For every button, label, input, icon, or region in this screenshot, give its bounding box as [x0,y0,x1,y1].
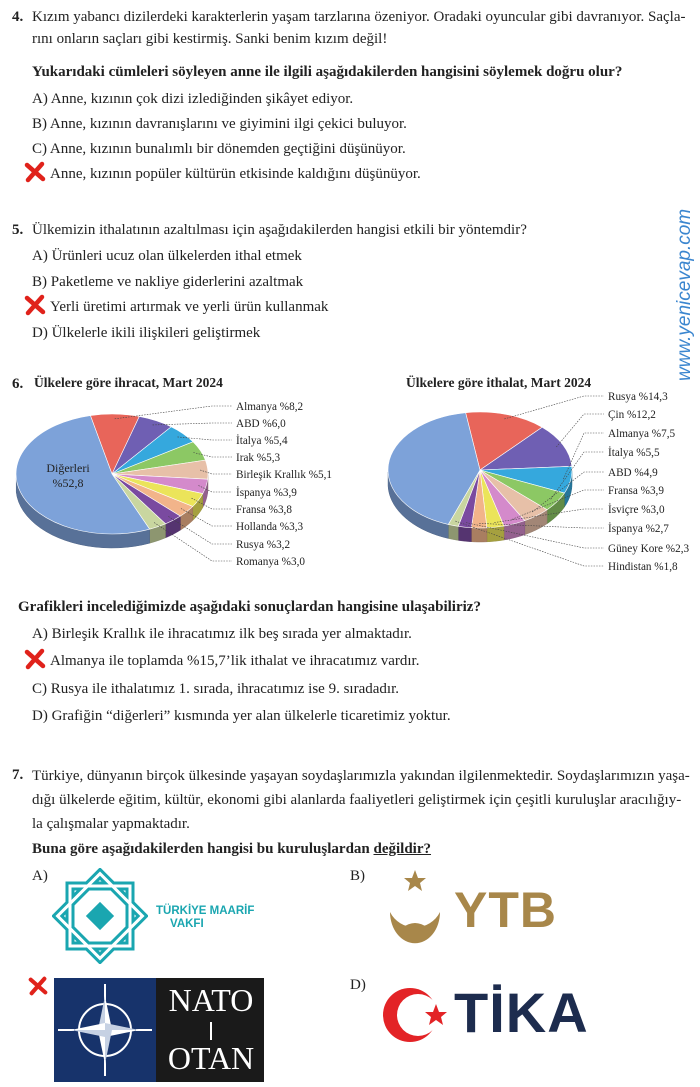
pie-slice-side [471,528,487,542]
crescent-star-icon [380,982,450,1048]
q4-option-c[interactable]: C) Anne, kızının bunalımlı bir dönemden geçtiğini düşünüyor. [32,139,406,159]
q6-prompt: Grafikleri incelediğimizde aşağıdaki sonuçlardan hangisine ulaşabiliriz? [18,596,481,618]
option-c-nato-logo[interactable] [54,978,264,1082]
q7-stem-line1: Türkiye, dünyanın birçok ülkesinde yaşayan soydaşlarımızla yakından ilgilenmektedir. Soydaşlarımızın yaşa- [32,764,697,788]
answer-x-icon [28,976,48,996]
maarif-emblem-icon [52,868,148,964]
pie-inner-label-name: Diğerleri [46,461,90,475]
import-chart-title: Ülkelere göre ithalat, Mart 2024 [406,375,591,391]
q6-option-c[interactable]: C) Rusya ile ithalatımız 1. sırada, ihracatımız ise 9. sıradadır. [32,679,399,699]
watermark-text: www.yenicevap.com [674,209,695,381]
q4-option-d[interactable]: Anne, kızının popüler kültürün etkisinde kaldığını düşünüyor. [50,164,421,184]
q6-number: 6. [12,376,23,392]
q5-number: 5. [12,222,23,238]
ytb-emblem-icon [380,868,450,948]
q4-prompt: Yukarıdaki cümleleri söyleyen anne ile ilgili aşağıdakilerden hangisini söylemek doğru olur? [32,61,622,83]
pie-label: İtalya %5,5 [608,447,660,459]
import-pie-chart [350,390,700,590]
q7-stem [32,764,697,836]
q7-option-a-label[interactable]: A) [32,866,48,886]
nato-logo-text: NATO [158,982,264,1018]
ytb-logo-text: YTB [454,884,557,936]
pie-slice-side [448,524,458,540]
pie-label: Irak %5,3 [236,452,281,464]
q4-number: 4. [12,6,23,28]
pie-label: Fransa %3,8 [236,504,292,516]
pie-label: ABD %4,9 [608,467,658,479]
q5-option-b[interactable]: B) Paketleme ve nakliye giderlerini azaltmak [32,272,303,292]
maarif-logo-line1: TÜRKİYE MAARİF [156,905,254,918]
nato-panel [54,978,156,1082]
pie-label: Romanya %3,0 [236,556,305,568]
nato-divider [210,1022,212,1040]
q7-stem-line2: dığı ülkelerde eğitim, kültür, ekonomi gibi alanlarda faaliyetleri geliştirmek için çeşitli kuruluşlar aracılığıy- [32,788,697,812]
pie-label: Almanya %7,5 [608,428,676,440]
otan-logo-text: OTAN [158,1040,264,1076]
pie-label: İspanya %2,7 [608,523,669,535]
answer-x-icon [24,294,46,316]
leader-line [504,396,604,419]
watermark [660,145,700,385]
pie-label: ABD %6,0 [236,418,286,430]
q4-stem-line1: Kızım yabancı dizilerdeki karakterlerin yaşam tarzlarına özeniyor. Oradaki oyuncular gibi davranıyor. Saçla- [32,6,692,28]
q4-stem-line2: rını onların saçları gibi kestirmiş. Sanki benim kızım değil! [32,28,692,50]
q7-prompt-text: Buna göre aşağıdakilerden hangisi bu kuruluşlardan [32,841,374,857]
q7-option-d-label[interactable]: D) [350,975,366,995]
pie-label: Hollanda %3,3 [236,521,304,533]
tika-logo-text: TİKA [454,982,589,1044]
q5-option-c[interactable]: Yerli üretimi artırmak ve yerli ürün kullanmak [50,297,328,317]
nato-compass-icon [54,978,156,1082]
q6-option-d[interactable]: D) Grafiğin “diğerleri” kısmında yer alan ülkelerle ticaretimiz yoktur. [32,706,451,726]
answer-x-icon [24,161,46,183]
pie-label: Güney Kore %2,3 [608,543,689,555]
export-chart-title: Ülkelere göre ihracat, Mart 2024 [34,375,223,391]
pie-label: Almanya %8,2 [236,401,303,413]
q7-prompt-emphasis: değildir? [374,841,432,857]
q7-prompt [32,838,431,860]
q7-option-b-label[interactable]: B) [350,866,365,886]
pie-label: Birleşik Krallık %5,1 [236,469,332,481]
q7-stem-line3: la çalışmalar yapmaktadır. [32,812,697,836]
pie-slice-side [487,526,504,542]
pie-label: İsviçre %3,0 [608,504,665,516]
maarif-logo-line2: VAKFI [170,918,204,931]
pie-label: Çin %12,2 [608,409,656,421]
q5-stem: Ülkemizin ithalatının azaltılması için aşağıdakilerden hangisi etkili bir yöntemdir? [32,219,527,241]
q6-option-b[interactable]: Almanya ile toplamda %15,7’lik ithalat ve ihracatımız vardır. [50,651,419,671]
q6-option-a[interactable]: A) Birleşik Krallık ile ihracatımız ilk beş sırada yer almaktadır. [32,624,412,644]
q5-option-d[interactable]: D) Ülkelerle ikili ilişkileri geliştirmek [32,323,260,343]
option-d-tika-logo[interactable] [380,982,610,1048]
pie-inner-label-value: %52,8 [53,476,84,490]
q4-option-b[interactable]: B) Anne, kızının davranışlarını ve giyimini ilgi çekici buluyor. [32,114,407,134]
pie-label: Fransa %3,9 [608,485,664,497]
q4-stem [32,6,692,50]
pie-label: Hindistan %1,8 [608,561,678,573]
option-b-ytb-logo[interactable] [380,868,580,948]
pie-label: İtalya %5,4 [236,435,288,447]
pie-label: İspanya %3,9 [236,487,297,499]
q7-number: 7. [12,767,23,783]
pie-slice-side [458,526,471,541]
answer-x-icon [24,648,46,670]
q4-option-a[interactable]: A) Anne, kızının çok dizi izlediğinden şikâyet ediyor. [32,89,353,109]
pie-label: Rusya %3,2 [236,539,290,551]
q5-option-a[interactable]: A) Ürünleri ucuz olan ülkelerden ithal etmek [32,246,302,266]
export-pie-chart [0,390,350,590]
pie-label: Rusya %14,3 [608,391,668,403]
option-a-maarif-logo[interactable] [52,868,282,964]
